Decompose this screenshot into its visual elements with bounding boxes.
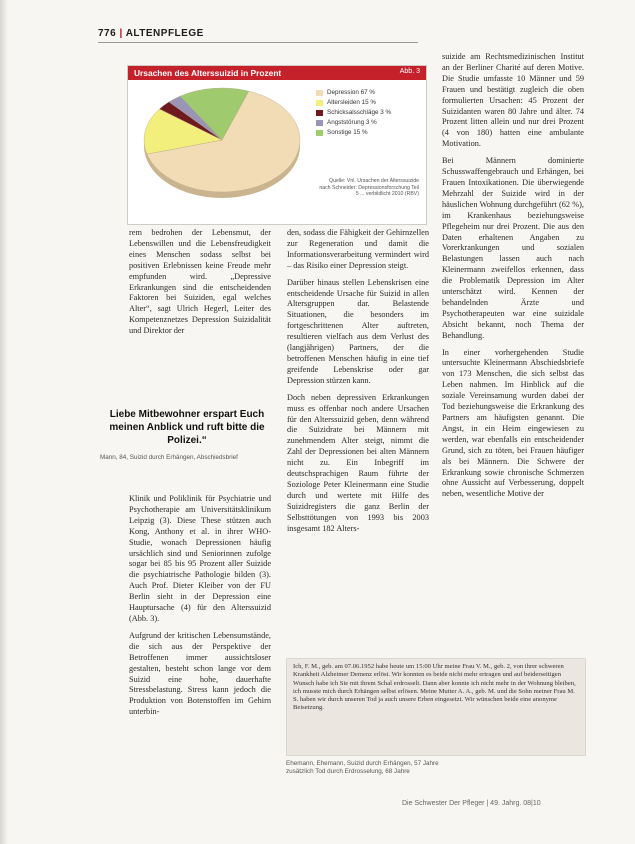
figure-label: Abb. 3 — [399, 68, 420, 75]
pie-slices — [144, 88, 300, 198]
paragraph: suizide am Rechtsmedizinischen Institut an der Berliner Charité auf deren Motive. Die Studie umfasste 10 Männer und 59 Frauen und bestätigt zugleich die oben formulierten Ursachen: 45 Prozent der Suizidanten waren 80 Jahre und älter. 74 Prozent litten allein und nur drei Prozent (4 von 180) hatten eine ambulante Motivation. — [442, 52, 584, 149]
pie-chart-figure — [127, 65, 427, 225]
letter-source-line: Ehemann, Ehemann, Suizid durch Erhängen, 57 Jahre — [286, 760, 439, 767]
legend-item-depression — [316, 88, 391, 98]
column-right — [442, 52, 584, 506]
legend-label-altersleiden: Altersleiden 15 % — [327, 99, 377, 106]
chart-title: Ursachen des Alterssuizid in Prozent — [134, 68, 282, 78]
legend-swatch-schicksalsschlaege — [316, 110, 323, 116]
letter-source-line: zusätzlich Tod durch Erdrosselung, 68 Jahre — [286, 768, 410, 776]
legend-item-angststoerung — [316, 118, 391, 128]
paragraph: In einer vorhergehenden Studie untersuchte Kleinermann Abschiedsbriefe von 173 Menschen, die sich selbst das Leben nahmen. Im Hinblick auf die soziale Vereinsamung wurden dabei der Tod beziehungsweise die Erkrankung des Partners am häufigsten genannt. Die Angst, in ein Heim eingewiesen zu werden, war ebenfalls ein entscheidender Grund, sich zu töten, bei Frauen häufiger als bei Männern. Die Schwere der Erkrankung sowie chronische Schmerzen ohne Aussicht auf Verbesserung, doppelt neben, wesentliche Motive der — [442, 347, 584, 499]
column-left-top — [129, 228, 271, 343]
farewell-letter-box — [286, 658, 586, 756]
legend-swatch-angststoerung — [316, 120, 323, 126]
page-header — [98, 28, 204, 39]
legend-item-sonstige — [316, 128, 391, 138]
page-number: 776 — [98, 28, 117, 39]
legend-label-depression: Depression 67 % — [327, 89, 375, 96]
page-spine-shadow — [0, 0, 8, 844]
chart-legend — [316, 88, 391, 138]
legend-item-altersleiden — [316, 98, 391, 108]
paragraph: rem bedrohen der Lebensmut, der Lebenswillen und die Lebensfreudigkeit eines Menschen sodass selbst bei positiven Erlebnissen keine Freude mehr empfunden wird. „Depressive Erkrankungen sind die entscheidenden Faktoren bei Suiziden, egal welches Alter“, sagt Ulrich Hegerl, Leiter des Kompetenznetzes Depression Suizidalität und Direktor der — [129, 228, 271, 336]
paragraph: den, sodass die Fähigkeit der Gehirnzellen zur Regeneration und damit die Informationsverarbeitung vermindert wird – das Risiko einer Depression steigt. — [287, 228, 429, 270]
paragraph: Aufgrund der kritischen Lebensumstände, die sich aus der Perspektive der Betroffenen immer aussichtsloser gestalten, besteht schon lange vor dem Suizid eine hohe, dauerhafte Stressbelastung. Stress kann jedoch die Produktion von Botenstoffen im Gehirn unterbin- — [129, 630, 271, 717]
paragraph: Klinik und Poliklinik für Psychiatrie und Psychotherapie am Universitätsklinikum Leipzig (3). Diese These stützen auch Kong, Anthony et al. in ihrer WHO-Studie, wonach Depressionen häufig ursächlich sind und Seniorinnen zufolge sogar bei 85 bis 95 Prozent aller Suizide die psychiatrische Pathologie bilden (3). Auch Prof. Dieter Kleiber von der FU Berlin sieht in der Depression eine Hauptursache (4) für den Alterssuizid (Abb. 3). — [129, 494, 271, 623]
legend-swatch-depression — [316, 90, 323, 96]
header-rule — [98, 42, 418, 43]
pull-quote: Liebe Mitbewohner erspart Euch meinen Anblick und ruft bitte die Polizei.“ — [109, 409, 265, 446]
quote-source: Mann, 84, Suizid durch Erhängen, Abschiedsbrief — [100, 454, 238, 461]
paragraph: Darüber hinaus stellen Lebenskrisen eine entscheidende Ursache für Suizid in allen Altersgruppen dar. Belastende Situationen, die besonders im fortgeschrittenen Alter auftreten, resultieren vielfach aus dem Verlust des (langjährigen) Partners, der die betroffenen Menschen häufig in eine tief greifende Lebenskrise oder gar Depression stürzen kann. — [287, 277, 429, 385]
column-left-bottom — [129, 494, 271, 724]
legend-swatch-altersleiden — [316, 100, 323, 106]
legend-label-schicksalsschlaege: Schicksalsschläge 3 % — [327, 109, 392, 116]
legend-swatch-sonstige — [316, 130, 323, 136]
section-title: ALTENPFLEGE — [125, 28, 204, 39]
legend-label-sonstige: Sonstige 15 % — [327, 129, 368, 136]
letter-source — [286, 760, 486, 777]
paragraph: Bei Männern dominierte Schusswaffengebrauch und Erhängen, bei Frauen Intoxikationen. Die überwiegende Mehrzahl der Suizide wird in der häuslichen Wohnung durchgeführt (62 %), im Krankenhaus beziehungsweise Pflegeheim nur drei Prozent. Die aus den Daten erhaltenen Angaben zu Vorerkrankungen und sozialen Belastungen lassen auch nach Kleinermann zweifellos erkennen, dass die Problematik Depression im Alter unterschätzt wird. Kennen der behandelnden Ärzte und Psychotherapeuten war eine suizidale Absicht bekannt, noch Thema der Behandlung. — [442, 156, 584, 340]
column-middle — [287, 228, 429, 540]
farewell-letter-text: Ich, F. M., geb. am 07.06.1952 habe heute um 15:00 Uhr meine Frau V. M., geb. 2, von ihrer schweren Krankheit Alzheimer Demenz erlöst. Wir konnten es beide nicht mehr ertragen und auf beiderseitigen Wunsch habe ich Sie mit ihrem Schal erdrosselt. Dann aber konnte ich nicht mehr in der Wohnung bleiben, ich musste mich durch Erhängen selbst erlösen. Meine Mutter A. A., geb. M. und die Sohn meiner Frau M. S. haben wir durch unseren Tod ja auch unsere Erben eingesetzt. Wir wünschen beide eine anonyme Beisetzung. — [293, 663, 576, 712]
paragraph: Doch neben depressiven Erkrankungen muss es offenbar noch andere Ursachen für den Alterssuizid geben, denn während die Suizidrate bei Männern mit zunehmendem Alter steigt, nimmt die Zahl der Depressionen bei alten Männern nicht zu. Ein Inbegriff im deutschsprachigen Raum führte der Soziologe Peter Kleinermann eine Studie durch und wertete mit Hilfe des Suizidregisters die ganz Berlin der Selbsttötungen von 1993 bis 2003 insgesamt 182 Alters- — [287, 392, 429, 533]
page-footer: Die Schwester Der Pfleger | 49. Jahrg. 08|10 — [402, 800, 541, 807]
chart-source: Quelle: Vnl. Ursachen der Alterssuizide nach Schneider: Depressionsforschung Teil 5 ... verbildlicht 2010 (RBV) — [319, 178, 419, 198]
chart-title-bar — [128, 66, 426, 80]
legend-item-schicksalsschlaege — [316, 108, 391, 118]
legend-label-angststoerung: Angststörung 3 % — [327, 119, 377, 126]
header-separator: | — [119, 28, 126, 39]
